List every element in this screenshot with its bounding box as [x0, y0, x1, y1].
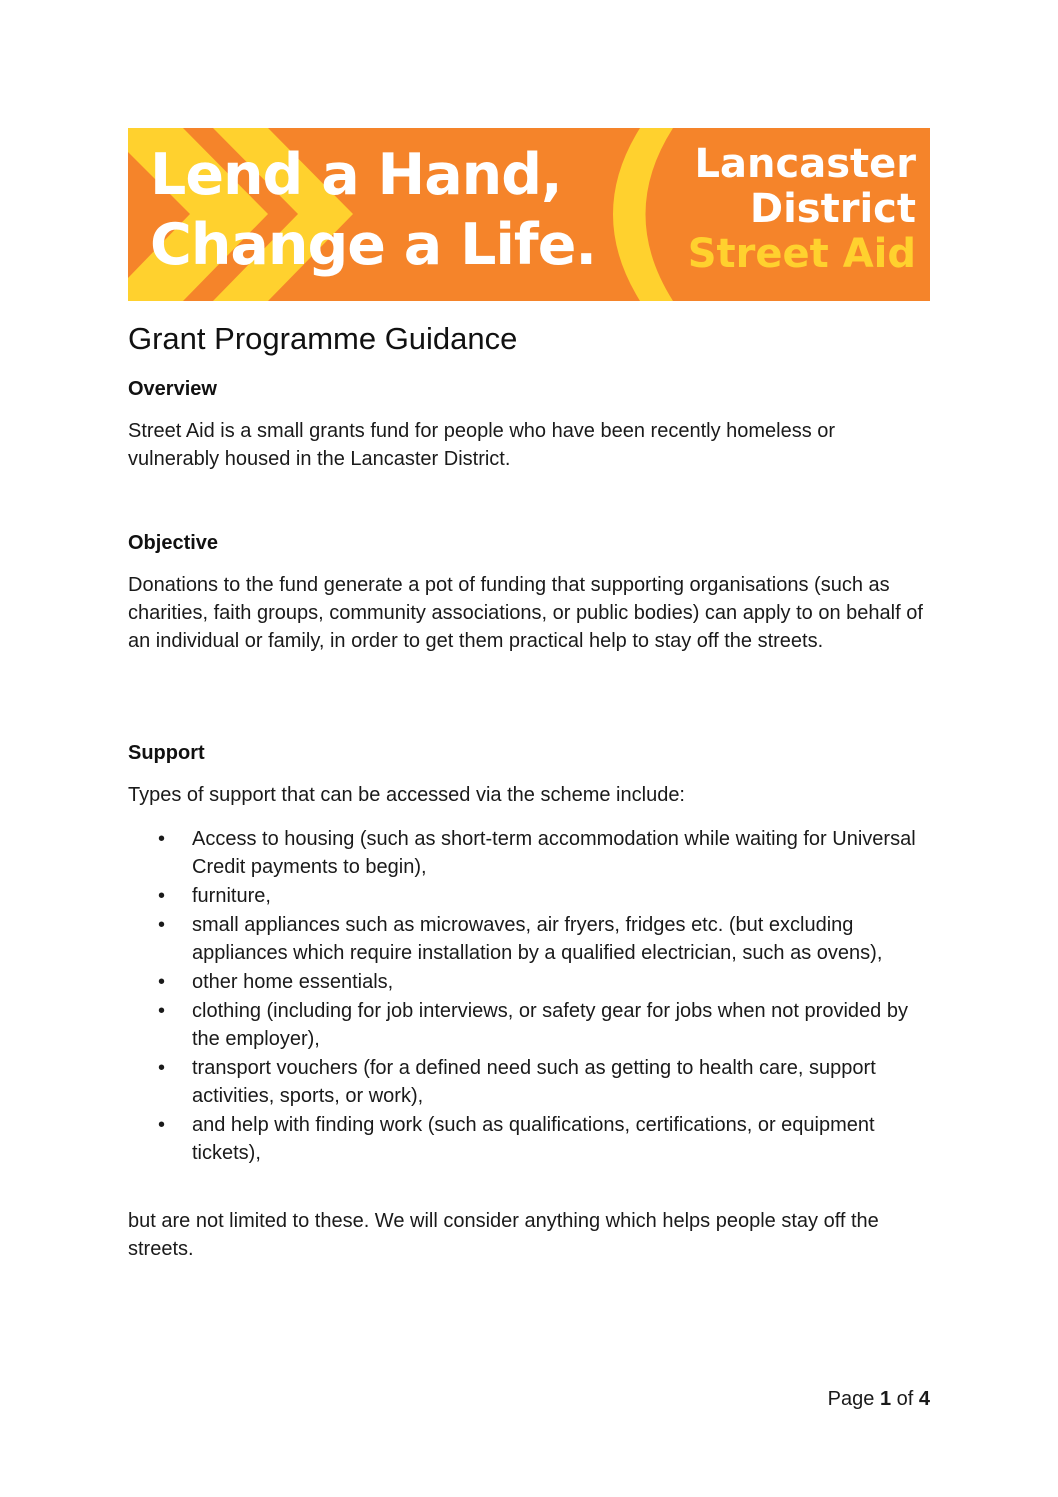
support-intro: Types of support that can be accessed via the scheme include: — [128, 784, 685, 806]
bullet-icon: • — [158, 885, 166, 907]
list-item-text: Access to housing (such as short-term accommodation while waiting for Universal Credit payments to begin), — [192, 828, 916, 878]
objective-heading: Objective — [128, 532, 219, 554]
support-list — [128, 825, 930, 1168]
list-item — [128, 997, 930, 1053]
list-item-text: and help with finding work (such as qualifications, certifications, or equipment tickets), — [192, 1114, 875, 1164]
list-item — [128, 1111, 930, 1167]
list-item-text: clothing (including for job interviews, or safety gear for jobs when not provided by the employer), — [192, 1000, 908, 1050]
list-item-text: small appliances such as microwaves, air fryers, fridges etc. (but excluding appliances which require installation by a qualified electrician, such as ovens), — [192, 914, 883, 964]
of-label: of — [896, 1388, 914, 1410]
bullet-icon: • — [158, 914, 166, 936]
list-item-text: transport vouchers (for a defined need such as getting to health care, support activities, sports, or work), — [192, 1057, 876, 1107]
overview-heading: Overview — [128, 378, 217, 400]
brand-line1: Lancaster — [694, 141, 916, 187]
bullet-icon: • — [158, 1057, 166, 1079]
banner-slogan-line2: Change a Life. — [150, 212, 597, 278]
page-footer — [828, 1385, 930, 1413]
brand-line2: District — [749, 186, 916, 232]
list-item — [128, 1054, 930, 1110]
total-pages-number: 4 — [918, 1388, 930, 1410]
page-title: Grant Programme Guidance — [128, 321, 518, 356]
current-page-number: 1 — [879, 1388, 892, 1410]
banner-logo — [128, 128, 930, 301]
list-item — [128, 882, 930, 910]
list-item — [128, 968, 930, 996]
support-heading: Support — [128, 742, 205, 764]
page-label: Page — [827, 1388, 875, 1410]
bullet-icon: • — [158, 1000, 166, 1022]
list-item — [128, 825, 930, 881]
banner-slogan-line1: Lend a Hand, — [150, 142, 562, 208]
bullet-icon: • — [158, 1114, 166, 1136]
list-item-text: furniture, — [192, 885, 271, 907]
list-item — [128, 911, 930, 967]
bullet-icon: • — [158, 828, 166, 850]
bullet-icon: • — [158, 971, 166, 993]
brand-line3: Street Aid — [687, 231, 916, 277]
objective-body: Donations to the fund generate a pot of funding that supporting organisations (such as charities, faith groups, community associations, or public bodies) can apply to on behalf of an individual or family, in order to get them practical help to stay off the streets. — [128, 574, 923, 652]
support-closing: but are not limited to these. We will consider anything which helps people stay off the streets. — [128, 1210, 879, 1260]
list-item-text: other home essentials, — [192, 971, 394, 993]
overview-body: Street Aid is a small grants fund for people who have been recently homeless or vulnerably housed in the Lancaster District. — [128, 420, 836, 470]
